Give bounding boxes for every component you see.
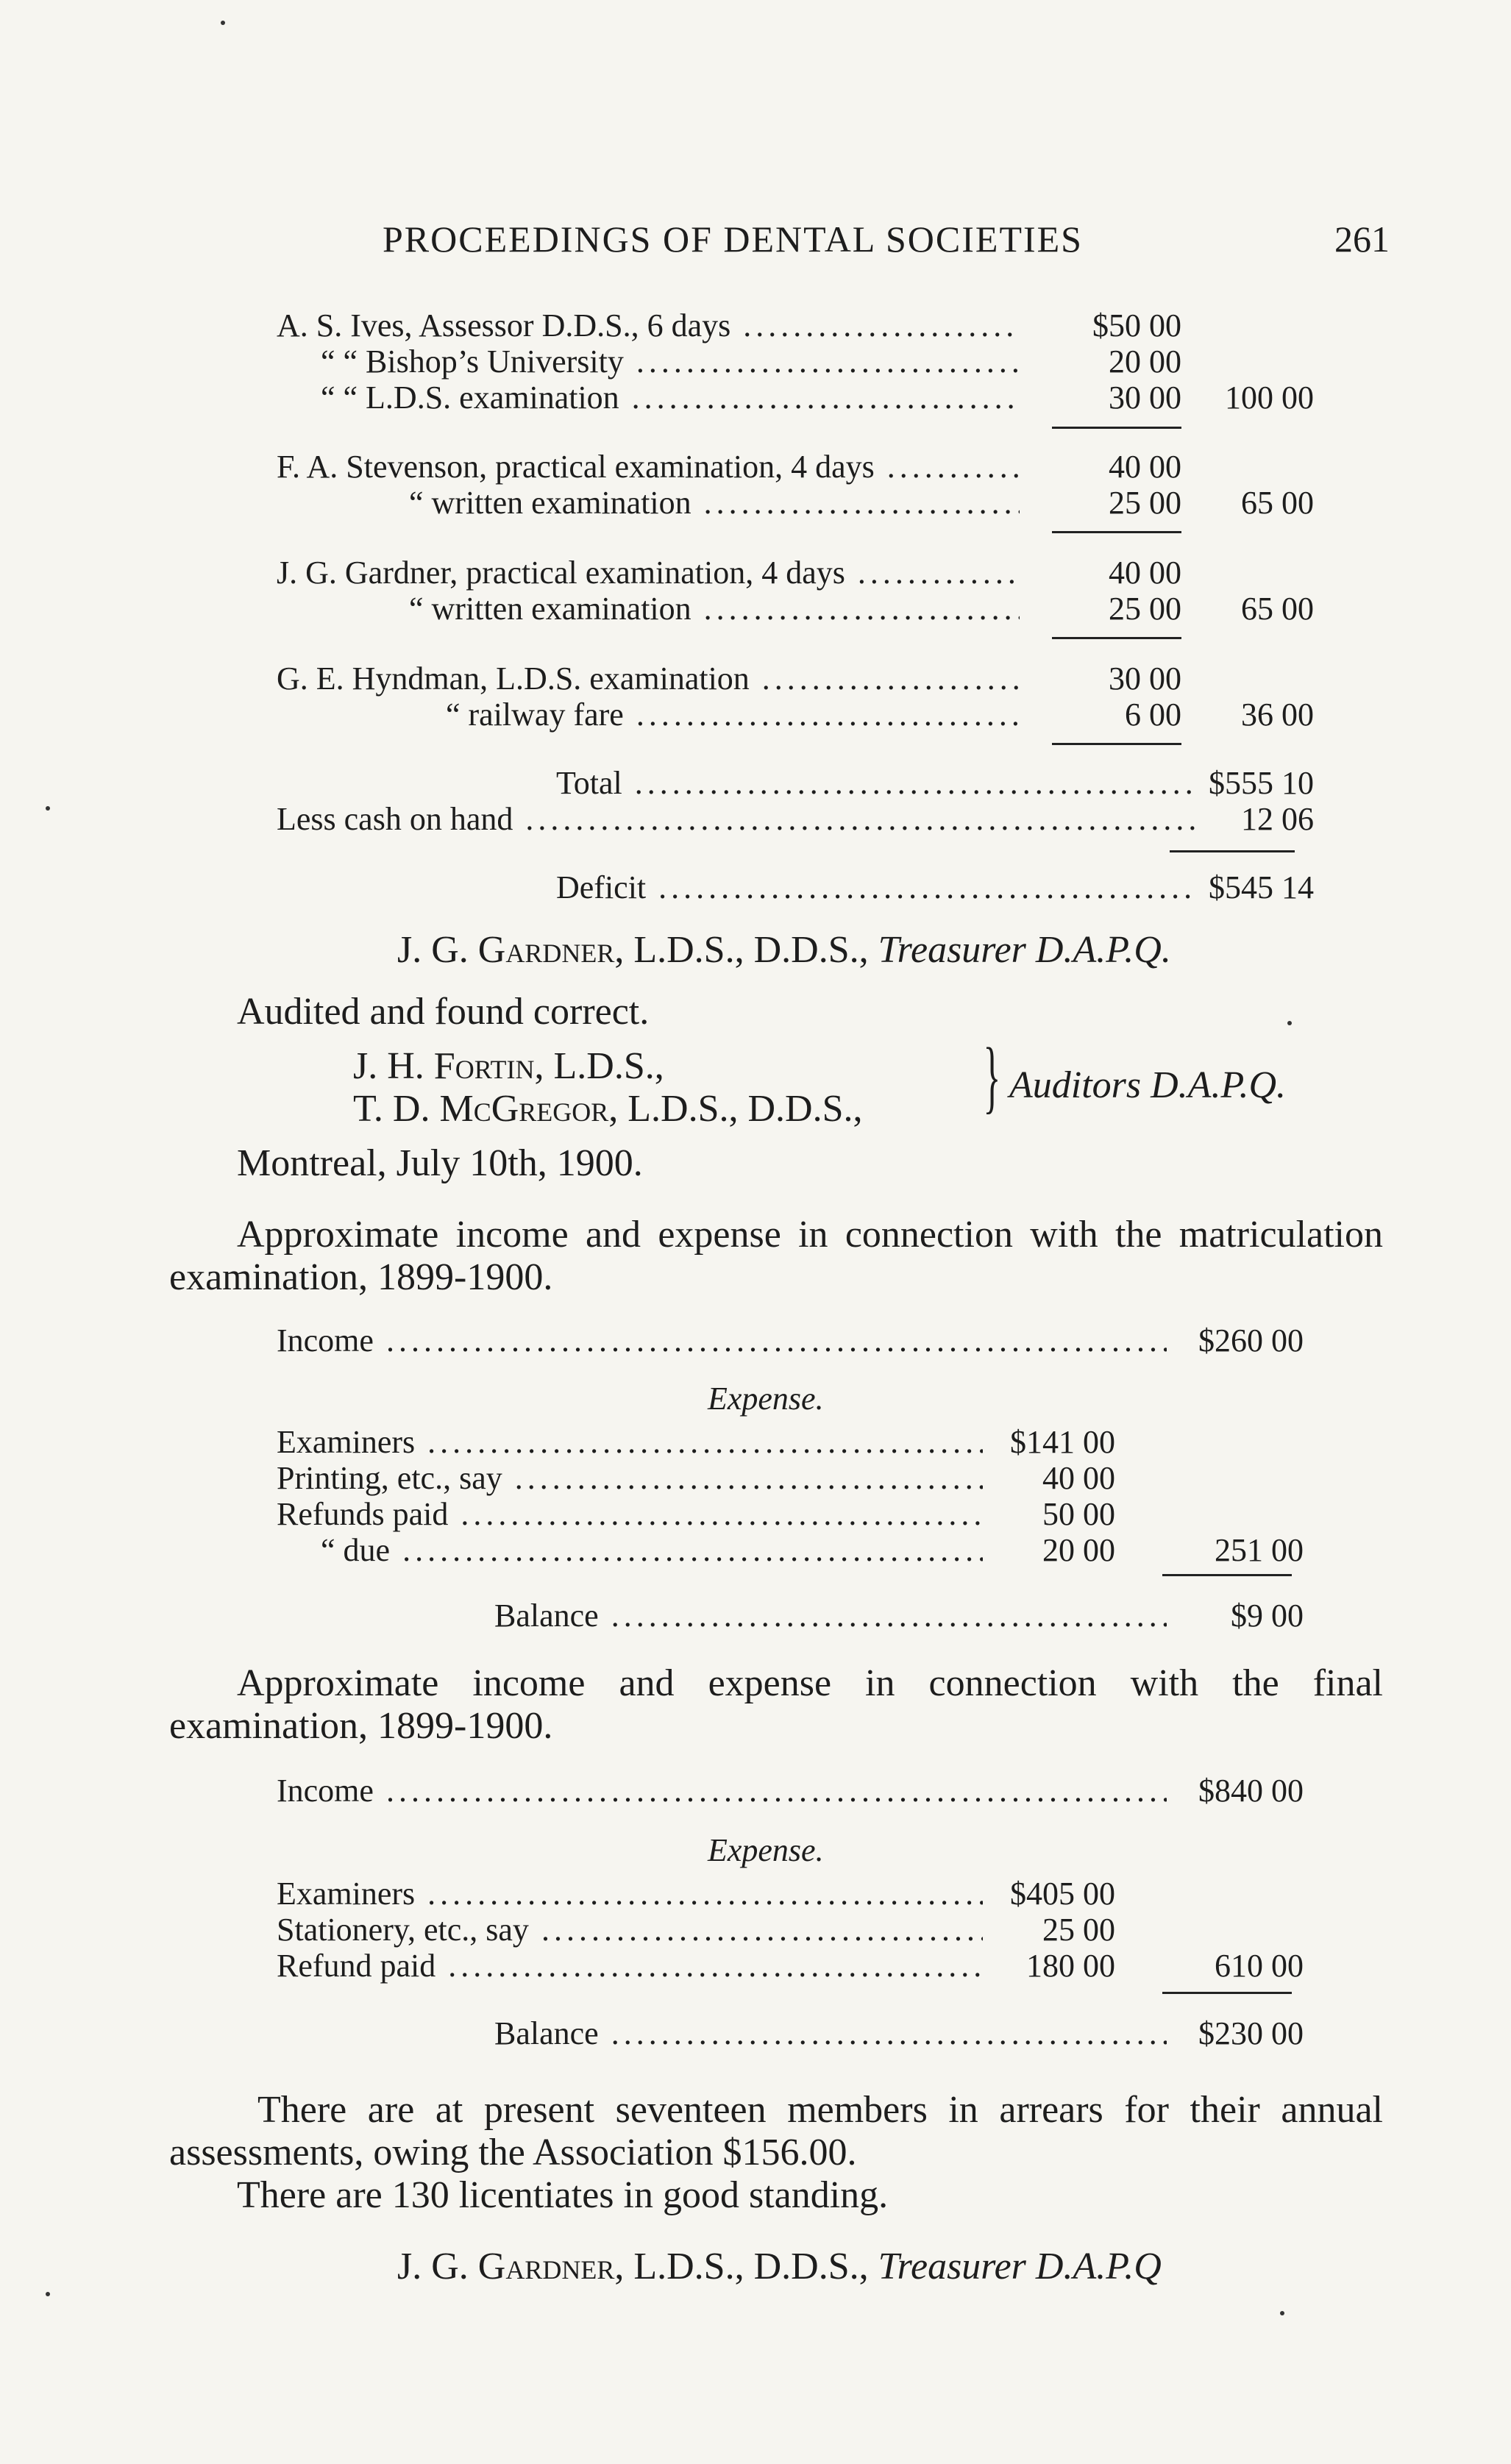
table-row <box>277 343 1306 380</box>
table-row <box>277 380 1314 416</box>
page-number: 261 <box>1334 218 1390 260</box>
income-row <box>277 1773 1306 1809</box>
paper-speck <box>46 2292 50 2296</box>
total-label: Total ..... <box>556 765 1196 801</box>
matriculation-income-table <box>277 1322 1306 1359</box>
paper-speck <box>1280 2311 1284 2315</box>
running-title: PROCEEDINGS OF DENTAL SOCIETIES <box>383 218 1083 260</box>
auditor-1 <box>353 1044 664 1088</box>
row-label: “ “ L.D.S. examination ..... <box>321 380 1020 416</box>
balance-row <box>277 1598 1306 1634</box>
table-row <box>277 1912 1306 1948</box>
table-row <box>277 1532 1306 1568</box>
arrears-paragraph: There are at present seventeen members in arrears for their annual assessments, owing the Association $156.00. <box>169 2089 1383 2173</box>
subtotal-cell: 65 00 <box>1241 591 1314 627</box>
deficit-value: $545 14 <box>1209 869 1314 905</box>
matriculation-expense-table <box>277 1424 1306 1568</box>
balance-value: $9 00 <box>1231 1598 1304 1634</box>
signatory-name: J. G. Gardner, L.D.S., D.D.S., <box>397 929 869 971</box>
examiner-payments-table <box>277 449 1314 521</box>
amount-cell: 25 00 <box>1109 485 1181 521</box>
subtotal-cell: 251 00 <box>1215 1532 1304 1568</box>
row-label: Refund paid ..... <box>277 1948 983 1984</box>
final-balance-table <box>277 2015 1306 2051</box>
paper-speck <box>46 806 50 811</box>
deficit-label: Deficit ..... <box>556 869 1196 905</box>
income-value: $840 00 <box>1198 1773 1304 1809</box>
amount-cell: 40 00 <box>1109 449 1181 485</box>
amount-cell: 25 00 <box>1042 1912 1115 1948</box>
amount-cell: 25 00 <box>1109 591 1181 627</box>
subtotal-cell: 100 00 <box>1225 380 1314 416</box>
table-row <box>277 555 1306 591</box>
row-label: “ due ..... <box>321 1532 983 1568</box>
signatory-name: J. G. Gardner, L.D.S., D.D.S., <box>397 2246 869 2287</box>
matriculation-balance-table <box>277 1598 1306 1634</box>
less-row <box>277 801 1314 837</box>
less-label: Less cash on hand ..... <box>277 801 1196 837</box>
place-date: Montreal, July 10th, 1900. <box>237 1142 643 1184</box>
row-label: “ “ Bishop’s University ..... <box>321 343 1020 380</box>
balance-label: Balance ..... <box>494 1598 1167 1634</box>
totals-table <box>277 765 1314 837</box>
expense-heading: Expense. <box>708 1381 824 1417</box>
sum-rule <box>1162 1992 1292 1994</box>
row-label: J. G. Gardner, practical examination, 4 days ..... <box>277 555 1020 591</box>
table-row <box>277 449 1306 485</box>
amount-cell: 20 00 <box>1109 343 1181 380</box>
auditor-2 <box>353 1087 863 1130</box>
paper-speck <box>1287 1021 1292 1025</box>
audit-statement: Audited and found correct. <box>237 991 650 1033</box>
row-label: Refunds paid ..... <box>277 1496 983 1532</box>
row-label: F. A. Stevenson, practical examination, 4 days ..... <box>277 449 1020 485</box>
balance-row <box>277 2015 1306 2051</box>
table-row <box>277 1496 1306 1532</box>
auditor-name: T. D. McGregor, L.D.S., D.D.S., <box>353 1088 863 1130</box>
amount-cell: 40 00 <box>1109 555 1181 591</box>
balance-label: Balance ..... <box>494 2015 1167 2051</box>
row-label: Stationery, etc., say ..... <box>277 1912 983 1948</box>
amount-cell: 6 00 <box>1125 697 1181 733</box>
subtotal-cell: 36 00 <box>1241 697 1314 733</box>
sum-rule <box>1052 427 1181 429</box>
subtotal-cell: 65 00 <box>1241 485 1314 521</box>
table-row <box>277 591 1314 627</box>
examiner-payments-table <box>277 307 1314 416</box>
table-row <box>277 697 1314 733</box>
amount-cell: 20 00 <box>1042 1532 1115 1568</box>
sum-rule <box>1052 637 1181 639</box>
row-label: Printing, etc., say ..... <box>277 1460 983 1496</box>
less-value: 12 06 <box>1241 801 1314 837</box>
income-row <box>277 1322 1306 1359</box>
balance-value: $230 00 <box>1198 2015 1304 2051</box>
amount-cell: $141 00 <box>1010 1424 1115 1460</box>
total-row <box>277 765 1314 801</box>
sum-rule <box>1162 1574 1292 1576</box>
amount-cell: 30 00 <box>1109 380 1181 416</box>
expense-heading: Expense. <box>708 1832 824 1868</box>
deficit-table <box>277 869 1314 905</box>
amount-cell: 180 00 <box>1026 1948 1115 1984</box>
table-row <box>277 485 1314 521</box>
row-label: Examiners ..... <box>277 1876 983 1912</box>
table-row <box>277 1876 1306 1912</box>
row-label: G. E. Hyndman, L.D.S. examination ..... <box>277 660 1020 697</box>
amount-cell: 50 00 <box>1042 1496 1115 1532</box>
auditor-name: J. H. Fortin, L.D.S., <box>353 1045 664 1087</box>
table-row <box>277 1460 1306 1496</box>
sum-rule <box>1170 850 1295 852</box>
amount-cell: 30 00 <box>1109 660 1181 697</box>
paper-speck <box>221 21 225 25</box>
signatory-title: Treasurer D.A.P.Q <box>878 2246 1162 2287</box>
row-label: A. S. Ives, Assessor D.D.S., 6 days ..... <box>277 307 1020 343</box>
income-label: Income ..... <box>277 1322 1167 1359</box>
row-label: “ railway fare ..... <box>446 697 1020 733</box>
final-expense-table <box>277 1876 1306 1984</box>
final-income-table <box>277 1773 1306 1809</box>
auditors-title: Auditors D.A.P.Q. <box>1009 1064 1287 1106</box>
table-row <box>277 307 1306 343</box>
income-value: $260 00 <box>1198 1322 1304 1359</box>
page-header <box>0 218 1511 262</box>
signatory-title: Treasurer D.A.P.Q. <box>878 929 1171 971</box>
amount-cell: $405 00 <box>1010 1876 1115 1912</box>
amount-cell: $50 00 <box>1092 307 1181 343</box>
row-label: Examiners ..... <box>277 1424 983 1460</box>
licentiates-paragraph: There are 130 licentiates in good standing. <box>237 2174 889 2216</box>
sum-rule <box>1052 743 1181 745</box>
row-label: “ written examination ..... <box>409 591 1020 627</box>
examiner-payments-table <box>277 555 1314 627</box>
final-intro: Approximate income and expense in connection with the final examination, 1899-1900. <box>169 1662 1383 1747</box>
treasurer-signature <box>397 928 1171 972</box>
row-label: “ written examination ..... <box>409 485 1020 521</box>
subtotal-cell: 610 00 <box>1215 1948 1304 1984</box>
sum-rule <box>1052 531 1181 533</box>
table-row <box>277 1948 1306 1984</box>
auditors-brace: } <box>983 1031 1001 1121</box>
amount-cell: 40 00 <box>1042 1460 1115 1496</box>
table-row <box>277 1424 1306 1460</box>
table-row <box>277 660 1306 697</box>
examiner-payments-table <box>277 660 1314 733</box>
matriculation-intro: Approximate income and expense in connection with the matriculation examination, 1899-1900. <box>169 1214 1383 1298</box>
income-label: Income ..... <box>277 1773 1167 1809</box>
deficit-row <box>277 869 1314 905</box>
total-value: $555 10 <box>1209 765 1314 801</box>
treasurer-signature <box>397 2245 1162 2288</box>
